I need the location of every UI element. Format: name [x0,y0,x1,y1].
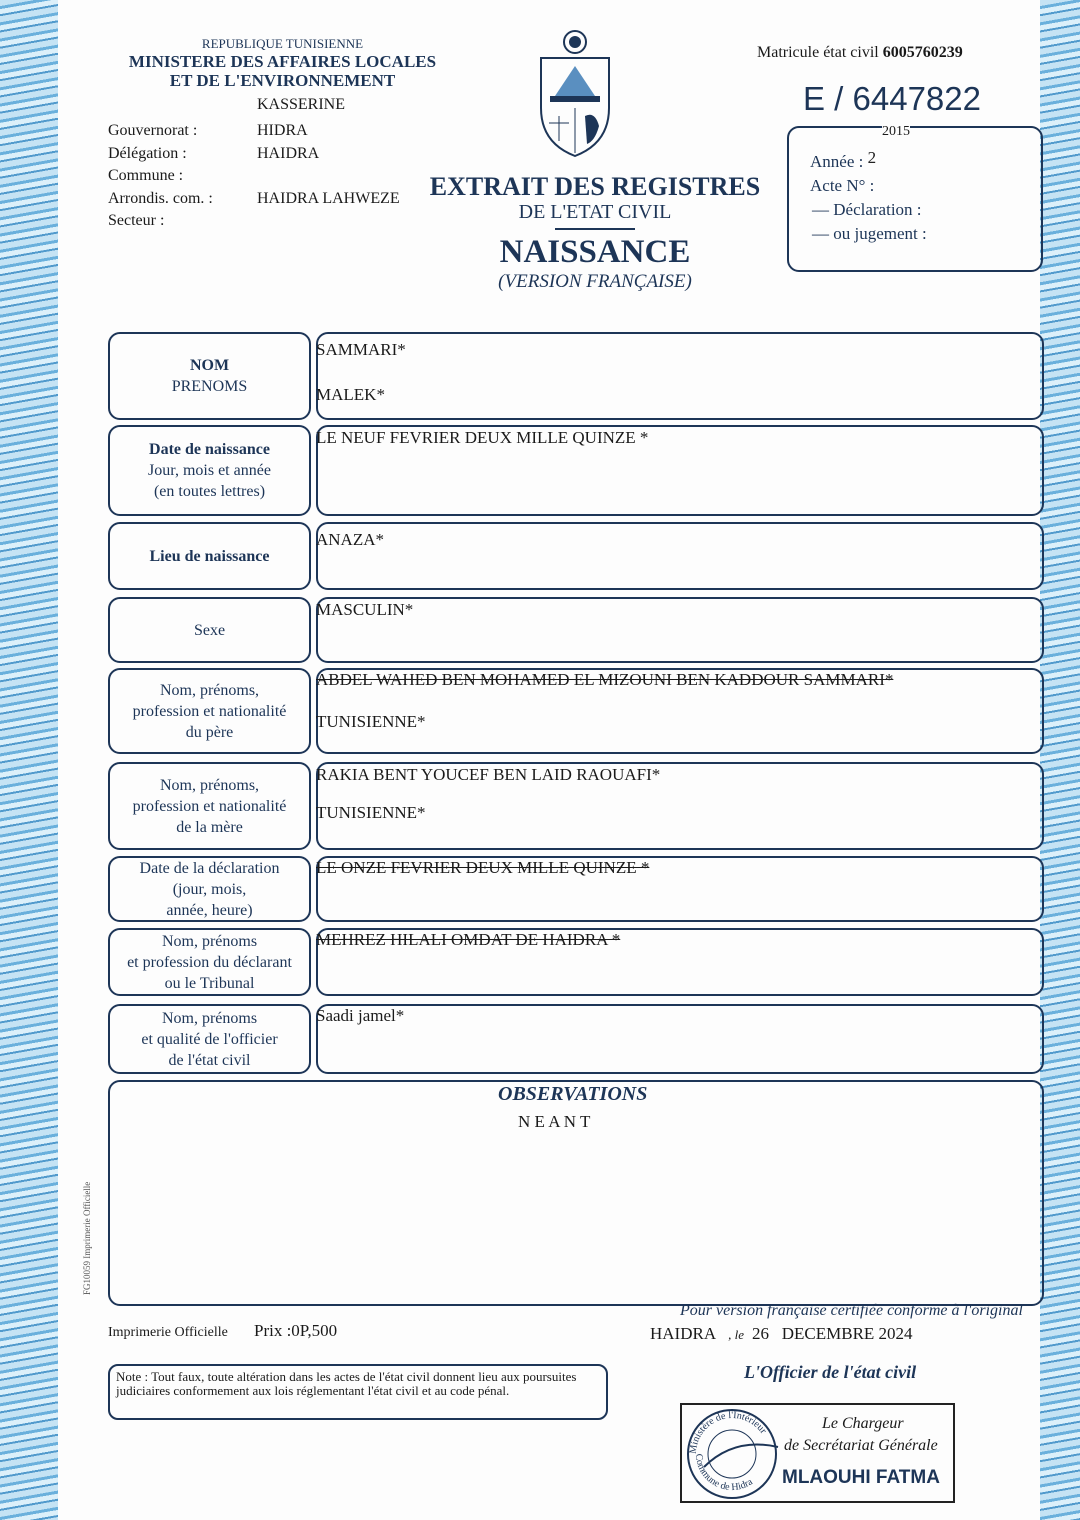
row-label-line: ou le Tribunal [164,974,255,992]
admin-field-label: Commune : [108,167,184,184]
row-value-box [316,522,1044,590]
acte-fields [810,146,927,246]
matricule-label: Matricule état civil [757,44,879,61]
admin-field-value: HIDRA [257,122,308,139]
row-label-line: de la mère [176,818,243,836]
row-label-line: et profession du déclarant [127,953,292,971]
row-value: TUNISIENNE* [316,803,426,822]
serial-number: E / 6447822 [803,80,981,117]
declaration-label: — Déclaration : [812,200,922,219]
issue-date: 26 DECEMBRE 2024 [752,1324,913,1343]
row-value: ANAZA* [316,530,384,549]
row-value: ABDEL WAHED BEN MOHAMED EL MIZOUNI BEN KADDOUR SAMMARI* [316,670,894,689]
row-value-box [316,332,1044,420]
row-label-line: Lieu de naissance [149,547,270,565]
row-value: SAMMARI* [316,340,406,359]
row-label-line: année, heure) [166,901,253,919]
jugement-label: — ou jugement : [812,224,927,243]
region: KASSERINE [257,96,346,113]
row-label-line: Date de naissance [149,441,270,458]
row-label [108,1004,311,1074]
ministry-line1: MINISTERE DES AFFAIRES LOCALES [128,52,437,71]
admin-field-label: Délégation : [108,144,187,162]
row-label-line: de l'état civil [168,1051,251,1069]
printer: Imprimerie Officielle [108,1325,228,1340]
row-label [108,522,311,590]
row-label [108,668,311,754]
row-label-line: NOM [189,357,230,374]
decorative-border-left [0,0,58,1520]
row-label [108,762,311,850]
row-label-line: Nom, prénoms [161,1009,258,1027]
observations-value: N E A N T [518,1112,591,1131]
row-label [108,928,311,996]
year-print: 2015 [882,124,910,139]
row-value: Saadi jamel* [316,1006,405,1025]
title-line1: EXTRAIT DES REGISTRES [429,172,761,201]
row-value: MEHREZ HILALI OMDAT DE HAIDRA * [316,930,621,949]
title-version: (VERSION FRANÇAISE) [498,271,692,292]
officer-title: L'Officier de l'état civil [744,1362,917,1382]
row-value: LE ONZE FEVRIER DEUX MILLE QUINZE * [316,858,650,877]
row-label-line: du père [185,723,234,741]
row-label-line: Jour, mois et année [148,462,271,479]
row-value: RAKIA BENT YOUCEF BEN LAID RAOUAFI* [316,765,661,784]
ministry-header [110,36,455,90]
document-title [420,172,770,293]
row-label [108,597,311,663]
annee-value: 2 [867,148,877,167]
row-label [108,332,311,420]
row-label-line: Nom, prénoms [161,932,258,950]
title-main: NAISSANCE [499,234,691,270]
issue-place: HAIDRA [650,1324,717,1343]
issue-line [650,1324,913,1345]
row-label [108,856,311,922]
coat-of-arms-emblem [535,28,615,158]
side-print: FG10059 Imprimerie Officielle [82,1181,92,1295]
annee-label: Année : [810,152,864,171]
row-label-line: (jour, mois, [172,880,247,898]
row-label-line: Sexe [193,621,226,639]
row-label-line: Nom, prénoms, [159,681,260,699]
admin-field-value: HAIDRA [257,144,320,162]
row-label-line: et qualité de l'officier [141,1030,278,1048]
row-value: MALEK* [316,385,385,404]
admin-field-value: HAIDRA LAHWEZE [257,189,400,207]
row-value-box [316,1004,1044,1074]
price: Prix :0P,500 [254,1321,338,1340]
stamp-name: MLAOUHI FATMA [782,1467,940,1488]
matricule-value: 6005760239 [882,44,963,61]
ministry-line2: ET DE L'ENVIRONNEMENT [169,71,396,90]
admin-field-label: Arrondis. com. : [108,189,213,207]
title-line2: DE L'ETAT CIVIL [518,201,672,223]
admin-field [108,188,400,211]
decorative-border-right [1040,0,1080,1520]
row-value: LE NEUF FEVRIER DEUX MILLE QUINZE * [316,428,649,447]
row-value: TUNISIENNE* [316,712,426,731]
row-label [108,425,311,516]
row-label-line: Nom, prénoms, [159,776,260,794]
stamp-line2: de Secrétariat Générale [784,1437,938,1454]
row-value: MASCULIN* [316,600,414,619]
admin-field [108,143,400,166]
republic: REPUBLIQUE TUNISIENNE [201,36,364,51]
matricule [757,44,963,62]
le-label: , le [728,1327,744,1342]
row-label-line: profession et nationalité [132,702,287,720]
round-seal-icon [684,1407,780,1501]
row-label-line: (en toutes lettres) [153,483,266,500]
legal-note: Note : Tout faux, toute altération dans les actes de l'état civil donnent lieu aux poursuites judiciaires conformement aux lois réglementant l'état civil et au code pénal. [108,1364,608,1420]
admin-field [108,120,400,143]
acte-label: Acte N° : [810,176,875,195]
official-stamp [680,1403,955,1503]
row-label-line: Date de la déclaration [139,859,280,877]
admin-fields [108,120,400,233]
admin-field-label: Secteur : [108,212,165,229]
admin-field [108,210,400,233]
row-value-box [316,597,1044,663]
admin-field-label: Gouvernorat : [108,122,198,139]
seal-ring-top: Ministère de l'Intérieur [687,1410,769,1455]
stamp-line1: Le Chargeur [822,1415,904,1432]
seal-ring-bottom: Commune de Hidra [692,1453,755,1494]
admin-field [108,165,400,188]
observations-title: OBSERVATIONS [498,1083,648,1105]
certified-note: Pour version française certifiée conforme à l'original [680,1302,1023,1319]
row-label-line: PRENOMS [171,378,248,395]
row-label-line: profession et nationalité [132,797,287,815]
